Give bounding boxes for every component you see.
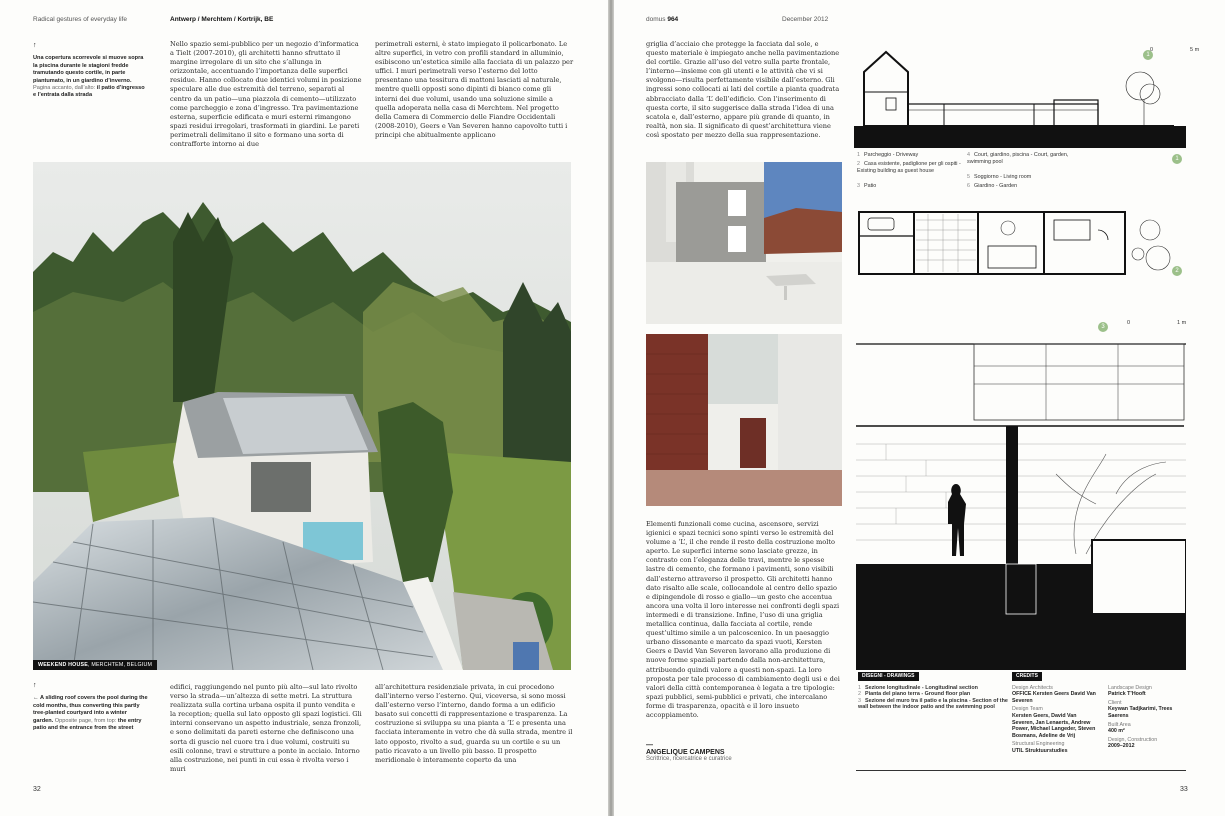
credits-right-column: Landscape Design Patrick T’Hooft Client Keywan Tadjkarimi, Trees Saerens Built Area 400 m² Design, Construction 2009–2012 [1108, 684, 1173, 750]
legend-item: 4 Court, giardino, piscina - Court, garden, swimming pool [967, 152, 1069, 165]
scale-bottom-1: 1 m [1177, 320, 1187, 326]
marker-3: 3 [1098, 322, 1108, 332]
author-block [646, 742, 732, 762]
legend-item: 2 Casa esistente, padiglione per gli ospiti - Existing building as guest house [857, 161, 961, 174]
section-header: Radical gestures of everyday life [33, 16, 127, 23]
body-column-bottom: Elementi funzionali come cucina, ascensore, servizi igienici e spazi tecnici sono spinti verso le estremità del volume a ‘L’, il che rende il resto della costruzione molto aperto. Le superfici interne sono lasciate grezze, in contrasto con l’eleganza delle travi, mentre le spesse lastre di cemento, che formano i pavimenti, sono visibili dall’esterno attraverso il prospetto. Gli architetti hanno dato risalto alle scale, collocandole al centro dello spazio e dipingendole di rosso e giallo—un gesto che accentua ancora una volta il loro interesse nei confronti degli spazi intermedi e di transizione. Infine, l’uso di una griglia metallica continua, dalla facciata al cortile, rende quest’ultimo simile a un palcoscenico. In un paesaggio urbano dissonante e marcato da spazi vuoti, Kersten Geers e David Van Severen lavorano alla produzione di nuove forme spaziali partendo dalla non-architettura, attribuendo quindi valore a questi non-spazi. La loro proposta per tale processo di cambiamento degli usi e dei valori della città contemporanea è legata a tre tipologie: spazi pubblici, semi-pubblici e privati, che intercalano forme di trasparenza, opacità e il loro insueto accoppiamento. [646, 520, 840, 719]
caption-bottom-en: ↑ ← A sliding roof covers the pool during the cold months, thus converting this partly tree-planted courtyard into a winter garden. Opposite page, from top: the entry patio and the entrance from the street [33, 682, 148, 732]
left-page [0, 0, 608, 816]
marker-2: 2 [1172, 266, 1182, 276]
entry-patio-photo [646, 162, 842, 324]
author-name: ANGELIQUE CAMPENS [646, 749, 725, 756]
page-number-right: 33 [1180, 786, 1188, 793]
caption-top-it: ↑ Una copertura scorrevole si muove sopra la piscina durante le stagioni fredde tramutando questo cortile, in parte piantumato, in un giardino d’inverno. Pagina accanto, dall’alto: il patio d’ingresso e l’entrata dalla strada [33, 42, 145, 99]
credits-block [1012, 672, 1188, 757]
drawings-tag: DISEGNI - DRAWINGS [858, 672, 919, 681]
drawing-caption-item: 3 Sezione del muro tra il patio e la piscina - Section of the wall between the indoor patio and the swimming pool [858, 697, 1008, 711]
author-role: Scrittrice, ricercatrice e curatrice [646, 756, 732, 762]
author-dash: — [646, 742, 653, 749]
legend-item: 5 Soggiorno - Living room [967, 174, 1032, 180]
wall-section-drawing [856, 334, 1186, 670]
marker-1b: 1 [1172, 154, 1182, 164]
drawings-caption [858, 672, 1008, 711]
date-header: December 2012 [782, 16, 829, 23]
ground-floor-plan-drawing [858, 210, 1183, 278]
body-column-top: griglia d’acciaio che protegge la facciata dal sole, e questo materiale è impiegato anche nella pavimentazione del cortile. Grazie all’uso del vetro sulla parte frontale, l’interno—insieme con gli utenti e le attività che vi si svolgono—risulta perfettamente visibile dall’esterno. Gli ingressi sono collocati ai lati del cortile a pianta quadrata abbracciato dalla ‘L’ dell’edificio. Con l’inserimento di questa corte, il sito suggerisce dalla strada l’idea di una scatola e, dall’esterno, appare più grande di quanto, in realtà, non sia. Il significato di quest’architettura viene così spostato per mezzo della sua rappresentazione. [646, 40, 840, 139]
magazine-header: domus 964 [646, 16, 679, 23]
marker-1: 1 [1143, 50, 1153, 60]
credits-rule [856, 770, 1186, 771]
weekend-house-photo [33, 162, 571, 670]
legend-item: 3 Patio [857, 183, 877, 189]
longitudinal-section-drawing [854, 42, 1186, 150]
street-entrance-photo [646, 334, 842, 506]
scale-top-5: 5 m [1190, 47, 1200, 53]
drawing-caption-item: 2 Pianta del piano terra - Ground floor plan [858, 691, 971, 698]
body-column-1-bottom: edifici, raggiungendo nel punto più alto—sul lato rivolto verso la strada—un’altezza di sette metri. La struttura realizzata sulla cortina urbana ospita il punto vendita e la reception; quella sul lato opposto gli spazi logistici. Gli interni conservano un aspetto industriale, senza fronzoli, e sono delimitati da pareti esterne che definiscono una sorta di guscio nel cuore tra i due volumi, costruiti su esili colonne, travi e strutture a ponte in acciaio. Intorno alla costruzione, nei punti in cui essa è rivolta verso i muri [170, 683, 362, 773]
location-header: Antwerp / Merchtem / Kortrijk, BE [170, 16, 274, 23]
legend-item: 6 Giardino - Garden [967, 183, 1018, 189]
drawing-caption-item: 1 Sezione longitudinale - Longitudinal section [858, 684, 978, 691]
photo-label: WEEKEND HOUSE, MERCHTEM, BELGIUM [33, 660, 157, 670]
credits-left-column: Design Architects OFFICE Kersten Geers David Van Severen Design Team Kersten Geers, David Van Severen, Jan Lenaerts, Andrew Power, Michael Langeder, Steven Bosmans, Adeline de Vrij Structural Engineering UTIL Struktuurstudies [1012, 684, 1096, 754]
page-number-left: 32 [33, 786, 41, 793]
right-page [614, 0, 1225, 816]
scale-bottom-0: 0 [1127, 320, 1131, 326]
body-column-2-top: perimetrali esterni, è stato impiegato il policarbonato. Le altre superfici, in vetro con profili standard in alluminio, esibiscono un’estetica simile alla facciata di un palazzo per uffici. I muri perimetrali verso l’esterno del lotto presentano una tessitura di mattoni lasciati al naturale, mentre quelli opposti sono dipinti di bianco come gli interni dei due volumi, usando una soluzione simile a quella adoperata nella casa di Merchtem. Nel progetto della Camera di Commercio delle Fiandre Occidentali (2008-2010), Geers e Van Severen hanno capovolto tutti i principi che abitualmente applicano [375, 40, 574, 139]
drawing-legend [857, 152, 1187, 198]
legend-item: 1 Parcheggio - Driveway [857, 152, 919, 158]
body-column-2-bottom: all’architettura residenziale privata, in cui procedono dall’interno verso l’esterno. Qui, viceversa, si sono mossi dall’esterno verso l’interno, dando forma a un edificio basato sui concetti di rappresentazione e trasparenza. La costruzione si sviluppa su una pianta a ‘L’ e presenta una facciata interamente in vetro che dà sulla strada, mentre il lato opposto, rivolto a sud, guarda su un cortile e su un patio ricavato a un livello più basso. Il prospetto meridionale è interamente coperto da una [375, 683, 573, 764]
credits-tag: CREDITS [1012, 672, 1042, 681]
scale-top-0: 0 [1150, 47, 1154, 53]
body-column-1-top: Nello spazio semi-pubblico per un negozio d’informatica a Tielt (2007-2010), gli architetti hanno sfruttato il margine irregolare di un sito che s’allunga in orizzontale, accentuando l’importanza delle superfici residue. Hanno collocato due identici volumi in posizione speculare alle due estremità del terreno, separati al centro da un patio—una piazzola di cemento—utilizzato come parcheggio e zona d’ingresso. Tra pavimentazione esterna, superficie edificata e muri esterni rimangono spazi residui irregolari, trasformati in giardini. Le pareti perimetrali delimitano il sito e formano una sorta di contrafforte intorno ai due [170, 40, 362, 149]
